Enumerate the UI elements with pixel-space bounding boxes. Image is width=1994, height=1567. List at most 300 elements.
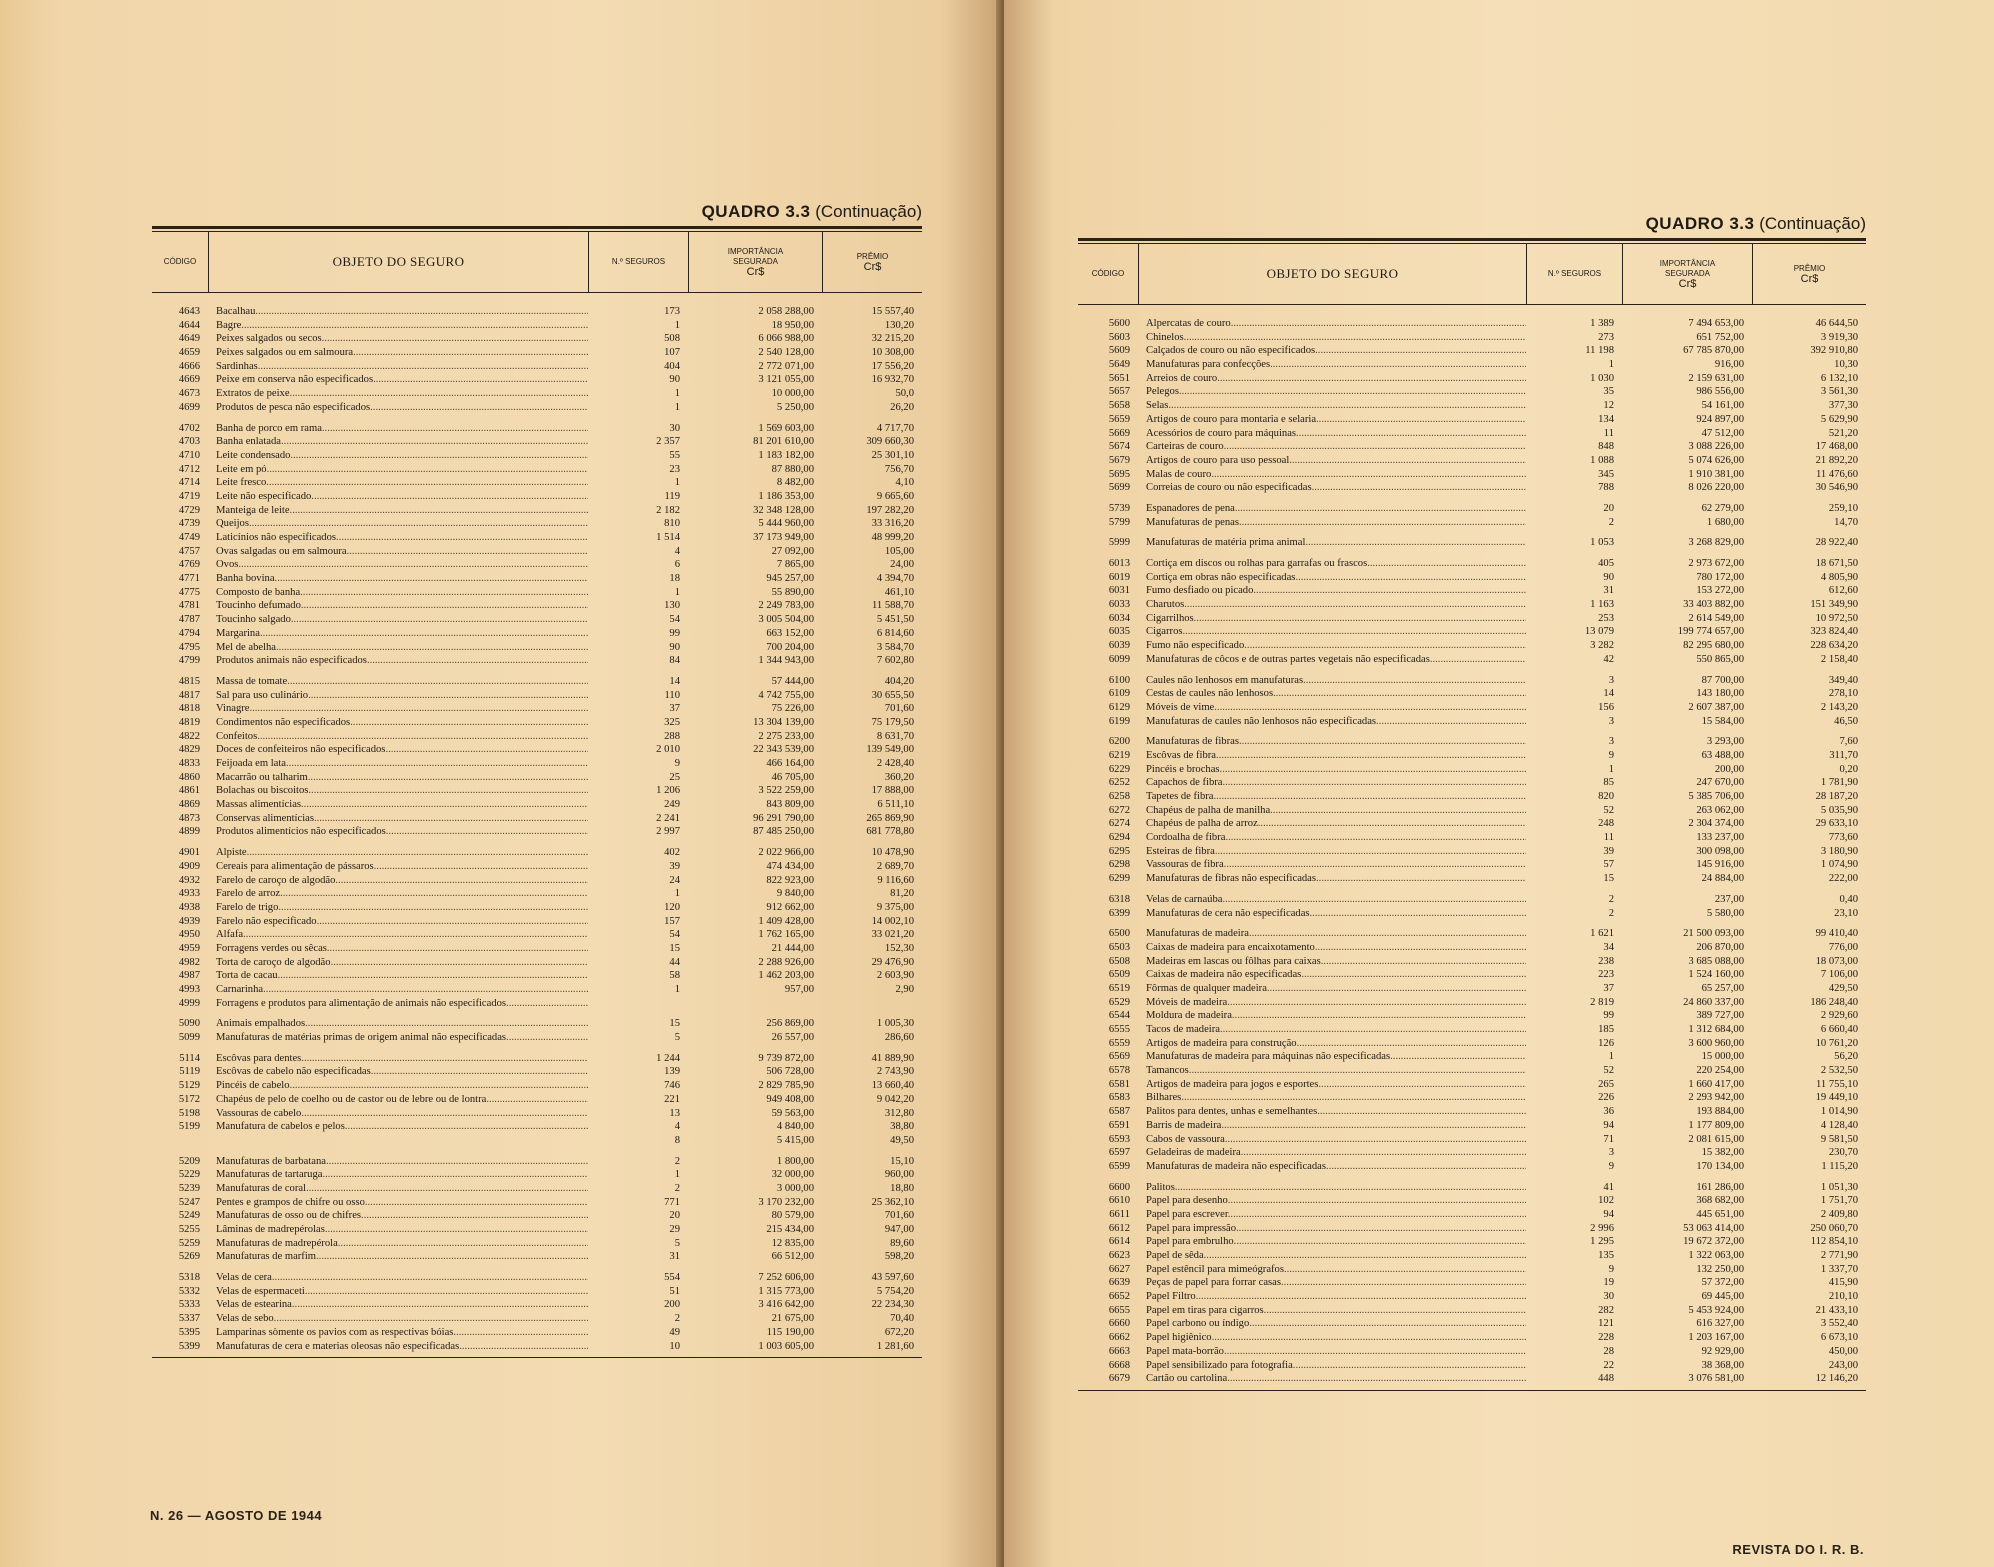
row-code: 6252 [1108, 777, 1130, 789]
row-count: 1 206 [656, 785, 680, 797]
table-row [1078, 440, 1866, 454]
row-object: Barris de madeira ..... [1138, 1119, 1526, 1133]
row-count: 9 [1608, 749, 1614, 761]
header-codigo: CÓDIGO [163, 257, 197, 266]
row-code: 6679 [1108, 1373, 1130, 1385]
row-insured-value: 87 485 250,00 [753, 826, 814, 838]
row-count: 157 [664, 915, 680, 927]
row-code: 6219 [1108, 749, 1130, 761]
row-code: 4822 [178, 730, 200, 742]
row-object: Bolachas ou biscoitos ..... [208, 784, 588, 798]
row-code: 6627 [1108, 1263, 1130, 1275]
row-count: 37 [1603, 982, 1614, 994]
table-row [1078, 776, 1866, 790]
table-row [152, 1065, 922, 1079]
table-row [152, 730, 922, 744]
row-insured-value: 2 249 783,00 [758, 600, 814, 612]
row-count: 228 [1598, 1332, 1614, 1344]
row-premium: 2 743,90 [876, 1066, 914, 1078]
table-row [152, 1093, 922, 1107]
row-count: 1 [674, 477, 680, 489]
row-insured-value: 2 614 549,00 [1688, 612, 1744, 624]
row-object: Velas de espermaceti ..... [208, 1285, 588, 1299]
row-premium: 2,90 [895, 984, 914, 995]
group-spacer [152, 1010, 922, 1017]
row-object: Laticínios não especificados ..... [208, 531, 588, 545]
left-table [152, 202, 922, 1358]
row-count: 134 [1598, 413, 1614, 425]
table-row [1078, 468, 1866, 482]
row-insured-value: 66 512,00 [771, 1251, 814, 1263]
row-count: 1 [674, 401, 680, 413]
row-premium: 70,40 [890, 1313, 914, 1325]
row-object: Velas de sebo ..... [208, 1312, 588, 1326]
row-premium: 28 922,40 [1815, 537, 1858, 549]
row-insured-value: 1 660 417,00 [1688, 1078, 1744, 1090]
table-row [152, 915, 922, 929]
header-premio: PRÊMIO Cr$ [1752, 244, 1866, 304]
row-insured-value: 5 580,00 [1706, 907, 1744, 919]
row-count: 15 [669, 942, 680, 954]
row-code: 6559 [1108, 1037, 1130, 1049]
row-premium: 377,30 [1828, 400, 1858, 412]
row-insured-value: 21 444,00 [771, 942, 814, 954]
table-row [1078, 454, 1866, 468]
row-code: 4794 [178, 627, 200, 639]
row-code: 4829 [178, 744, 200, 756]
row-code: 4710 [178, 449, 200, 461]
row-count: 1 [1608, 763, 1614, 775]
row-premium: 2 689,70 [876, 860, 914, 872]
table-row [152, 305, 922, 319]
row-count: 2 [674, 1313, 680, 1325]
row-insured-value: 15 584,00 [1701, 715, 1744, 727]
row-count: 58 [669, 970, 680, 982]
row-code: 6295 [1108, 845, 1130, 857]
table-row [152, 627, 922, 641]
row-count: 1 [674, 388, 680, 400]
row-code: 5669 [1108, 427, 1130, 439]
row-code: 6587 [1108, 1106, 1130, 1118]
row-object: Pentes e grampos de chifre ou osso ..... [208, 1196, 588, 1210]
row-count: 52 [1603, 804, 1614, 816]
row-code: 6614 [1108, 1236, 1130, 1248]
table-row [152, 1079, 922, 1093]
row-object: Forragens e produtos para alimentação de animais não especificados ..... [208, 997, 588, 1011]
row-count: 34 [1603, 941, 1614, 953]
table-row [152, 1196, 922, 1210]
row-count: 130 [664, 600, 680, 612]
row-premium: 1 337,70 [1820, 1263, 1858, 1275]
table-row [152, 1312, 922, 1326]
row-code: 4982 [178, 956, 200, 968]
table-row [1078, 790, 1866, 804]
row-code: 6593 [1108, 1133, 1130, 1145]
row-object: Esteiras de fibra ..... [1138, 845, 1526, 859]
row-code: 4729 [178, 504, 200, 516]
row-premium: 139 549,00 [866, 744, 914, 756]
row-code: 6581 [1108, 1078, 1130, 1090]
row-insured-value: 1 800,00 [776, 1155, 814, 1167]
table-row [152, 942, 922, 956]
row-code: 5395 [178, 1326, 200, 1338]
row-code: 5600 [1108, 318, 1130, 329]
row-insured-value: 133 237,00 [1696, 832, 1744, 844]
table-row [152, 1017, 922, 1031]
row-code: 6099 [1108, 653, 1130, 665]
table-row [1078, 1050, 1866, 1064]
row-premium: 49,50 [890, 1134, 914, 1146]
row-count: 120 [664, 901, 680, 913]
row-code: 5333 [178, 1299, 200, 1311]
row-object: Manufaturas de fibras ..... [1138, 735, 1526, 749]
table-row [152, 1182, 922, 1196]
row-count: 15 [1603, 873, 1614, 885]
table-row [1078, 1317, 1866, 1331]
row-object: Espanadores de pena ..... [1138, 502, 1526, 516]
row-object: Lamparinas sòmente os pavios com as respectivas bóias ..... [208, 1326, 588, 1340]
row-code: 5114 [179, 1052, 200, 1064]
row-count: 848 [1598, 441, 1614, 453]
row-premium: 3 584,70 [876, 641, 914, 653]
row-count: 1 [674, 1169, 680, 1181]
row-count: 2 [1608, 893, 1614, 905]
row-object: Doces de confeiteiros não especificados ..... [208, 743, 588, 757]
row-premium: 2 409,80 [1820, 1208, 1858, 1220]
row-premium: 8 631,70 [876, 730, 914, 742]
row-count: 2 241 [656, 812, 680, 824]
row-object: Carteiras de couro ..... [1138, 440, 1526, 454]
table-row [152, 1120, 922, 1134]
row-object: Cereais para alimentação de pássaros ..... [208, 860, 588, 874]
row-count: 90 [669, 641, 680, 653]
row-insured-value: 19 672 372,00 [1683, 1236, 1744, 1248]
table-row [1078, 1119, 1866, 1133]
row-insured-value: 2 288 926,00 [758, 956, 814, 968]
row-premium: 9 581,50 [1820, 1133, 1858, 1145]
table-row [152, 997, 922, 1011]
table-row [1078, 1078, 1866, 1092]
row-code: 6612 [1108, 1222, 1130, 1234]
row-code: 4666 [178, 360, 200, 372]
row-insured-value: 263 062,00 [1696, 804, 1744, 816]
row-code: 5119 [179, 1066, 200, 1078]
row-object: Manufaturas para confecções ..... [1138, 358, 1526, 372]
row-object: Cabos de vassoura ..... [1138, 1133, 1526, 1147]
row-code: 4703 [178, 436, 200, 448]
row-object: Cigarros ..... [1138, 625, 1526, 639]
row-premium: 18 671,50 [1815, 558, 1858, 569]
row-insured-value: 38 368,00 [1701, 1359, 1744, 1371]
row-insured-value: 5 415,00 [776, 1134, 814, 1146]
table-row [1078, 502, 1866, 516]
row-premium: 243,00 [1828, 1359, 1858, 1371]
row-count: 282 [1598, 1304, 1614, 1316]
table-row [152, 757, 922, 771]
table-row [152, 517, 922, 531]
row-object: Animais empalhados ..... [208, 1017, 588, 1031]
row-count: 85 [1603, 777, 1614, 789]
row-insured-value: 22 343 539,00 [753, 744, 814, 756]
row-object: Banha enlatada ..... [208, 435, 588, 449]
row-code: 4873 [178, 812, 200, 824]
row-insured-value: 3 416 642,00 [758, 1299, 814, 1311]
row-premium: 9 375,00 [876, 901, 914, 913]
row-code: 6599 [1108, 1160, 1130, 1172]
row-premium: 349,40 [1828, 674, 1858, 686]
table-row [1078, 893, 1866, 907]
row-premium: 5 035,90 [1820, 804, 1858, 816]
table-row [152, 387, 922, 401]
table-row [152, 531, 922, 545]
row-premium: 521,20 [1828, 427, 1858, 439]
row-count: 226 [1598, 1092, 1614, 1104]
row-insured-value: 4 840,00 [776, 1121, 814, 1133]
row-object: Tacos de madeira ..... [1138, 1023, 1526, 1037]
row-insured-value: 2 304 374,00 [1688, 818, 1744, 830]
row-premium: 1 014,90 [1820, 1106, 1858, 1118]
row-premium: 429,50 [1828, 982, 1858, 994]
row-premium: 230,70 [1828, 1147, 1858, 1159]
row-insured-value: 2 058 288,00 [758, 306, 814, 317]
row-premium: 48 999,20 [871, 532, 914, 543]
row-premium: 2 771,90 [1820, 1250, 1858, 1261]
row-object: Fumo não especificado ..... [1138, 639, 1526, 653]
row-count: 1 244 [656, 1052, 680, 1064]
row-insured-value: 69 445,00 [1701, 1291, 1744, 1303]
row-insured-value: 1 003 605,00 [758, 1340, 814, 1352]
row-object: Leite em pó ..... [208, 463, 588, 477]
row-count: 1 389 [1590, 318, 1614, 329]
group-spacer [1078, 728, 1866, 735]
row-insured-value: 506 728,00 [766, 1066, 814, 1078]
row-insured-value: 10 000,00 [771, 388, 814, 400]
table-row [1078, 1146, 1866, 1160]
group-spacer [152, 839, 922, 846]
row-insured-value: 32 348 128,00 [753, 504, 814, 516]
row-object: Charutos ..... [1138, 598, 1526, 612]
row-count: 404 [664, 360, 680, 372]
row-count: 121 [1598, 1318, 1614, 1330]
row-code: 4769 [178, 559, 200, 571]
row-premium: 3 919,30 [1820, 331, 1858, 343]
row-object: Madeiras em lascas ou fôlhas para caixas ..... [1138, 955, 1526, 969]
row-count: 1 [674, 319, 680, 331]
row-insured-value: 9 739 872,00 [758, 1052, 814, 1064]
row-code: 4939 [178, 915, 200, 927]
row-insured-value: 80 579,00 [771, 1210, 814, 1222]
row-premium: 1 074,90 [1820, 859, 1858, 871]
row-count: 11 198 [1585, 345, 1614, 357]
row-object: Farelo de caroço de algodão ..... [208, 874, 588, 888]
row-insured-value: 986 556,00 [1696, 386, 1744, 398]
table-row [152, 743, 922, 757]
row-premium: 2 428,40 [876, 758, 914, 769]
row-premium: 1 051,30 [1820, 1181, 1858, 1193]
row-code: 5129 [178, 1080, 200, 1092]
row-object: Caixas de madeira não especificadas ..... [1138, 968, 1526, 982]
row-premium [822, 997, 922, 1011]
row-object: Torta de caroço de algodão ..... [208, 956, 588, 970]
row-count: 508 [664, 333, 680, 345]
row-insured-value: 445 651,00 [1696, 1208, 1744, 1220]
table-row [152, 702, 922, 716]
row-code: 4659 [178, 347, 200, 359]
table-row [1078, 968, 1866, 982]
row-insured-value: 957,00 [784, 984, 814, 995]
row-object: Manufaturas de caules não lenhosos não especificadas ..... [1138, 715, 1526, 729]
row-premium: 612,60 [1828, 585, 1858, 597]
row-code: 6569 [1108, 1051, 1130, 1063]
row-insured-value: 912 662,00 [766, 901, 814, 913]
row-premium: 43 597,60 [871, 1272, 914, 1284]
table-row [152, 599, 922, 613]
row-count: 19 [1603, 1277, 1614, 1289]
row-code: 4643 [178, 306, 200, 317]
row-insured-value: 2 772 071,00 [758, 360, 814, 372]
row-object: Manufaturas de madeira não especificadas ..... [1138, 1160, 1526, 1174]
table-row [1078, 1091, 1866, 1105]
row-count: 9 [1608, 1263, 1614, 1275]
row-count: 25 [669, 771, 680, 783]
row-count: 1 [674, 984, 680, 995]
row-premium: 323 824,40 [1810, 626, 1858, 638]
table-row [152, 641, 922, 655]
row-count: 1 [674, 586, 680, 598]
row-premium: 265 869,90 [866, 812, 914, 824]
row-code: 4999 [178, 997, 200, 1009]
row-code: 6655 [1108, 1304, 1130, 1316]
table-row [1078, 996, 1866, 1010]
row-insured-value: 143 180,00 [1696, 688, 1744, 700]
row-insured-value: 26 557,00 [771, 1032, 814, 1044]
row-object: Peixes salgados ou secos ..... [208, 332, 588, 346]
row-count: 14 [1603, 688, 1614, 700]
row-count: 1 [1608, 1051, 1614, 1063]
row-premium: 152,30 [884, 942, 914, 954]
row-insured-value: 4 742 755,00 [758, 689, 814, 701]
row-code: 5999 [1108, 537, 1130, 549]
table-row [152, 1031, 922, 1045]
row-object: Produtos de pesca não especificados ..... [208, 401, 588, 415]
group-spacer [1078, 920, 1866, 927]
row-premium: 10 308,00 [871, 347, 914, 359]
row-premium: 222,00 [1828, 873, 1858, 885]
row-premium: 9 042,20 [876, 1093, 914, 1105]
row-count: 1 295 [1590, 1236, 1614, 1248]
table-row [152, 928, 922, 942]
row-object: Moldura de madeira ..... [1138, 1009, 1526, 1023]
table-row [1078, 1304, 1866, 1318]
row-insured-value: 59 563,00 [771, 1107, 814, 1119]
row-code: 4817 [178, 689, 200, 701]
row-code: 4861 [178, 785, 200, 797]
row-premium: 309 660,30 [866, 436, 914, 448]
row-object: Lâminas de madrepérolas ..... [208, 1223, 588, 1237]
row-premium: 4 717,70 [876, 422, 914, 434]
row-code: 4739 [178, 518, 200, 530]
header-importancia: IMPORTÂNCIA SEGURADA Cr$ [688, 232, 822, 292]
row-insured-value: 153 272,00 [1696, 585, 1744, 597]
row-code: 4815 [178, 675, 200, 687]
row-object: Capachos de fibra ..... [1138, 776, 1526, 790]
row-count: 249 [664, 799, 680, 811]
row-insured-value: 12 835,00 [771, 1237, 814, 1249]
row-premium: 21 433,10 [1815, 1304, 1858, 1316]
row-code: 6508 [1108, 955, 1130, 967]
row-premium: 30 546,90 [1815, 482, 1858, 494]
row-object: Produtos animais não especificados ..... [208, 654, 588, 668]
row-premium: 24,00 [890, 559, 914, 571]
row-premium: 4,10 [895, 477, 914, 489]
row-insured-value: 5 074 626,00 [1688, 454, 1744, 466]
row-count: 2 819 [1590, 996, 1614, 1008]
table-row [1078, 1208, 1866, 1222]
row-premium: 1 005,30 [876, 1018, 914, 1030]
row-code: 4787 [178, 614, 200, 626]
table-row [1078, 331, 1866, 345]
row-object: Extratos de peixe ..... [208, 387, 588, 401]
row-object: Condimentos não especificados ..... [208, 716, 588, 730]
row-insured-value: 24 860 337,00 [1683, 996, 1744, 1008]
row-premium: 10 761,20 [1815, 1037, 1858, 1049]
row-insured-value: 161 286,00 [1696, 1181, 1744, 1193]
row-insured-value: 5 385 706,00 [1688, 791, 1744, 802]
row-code: 6274 [1108, 818, 1130, 830]
row-insured-value: 33 403 882,00 [1683, 599, 1744, 611]
row-insured-value: 6 066 988,00 [758, 333, 814, 345]
row-count: 39 [1603, 845, 1614, 857]
row-code: 5399 [178, 1340, 200, 1352]
row-code: 6298 [1108, 859, 1130, 871]
row-insured-value: 206 870,00 [1696, 941, 1744, 953]
table-row [1078, 858, 1866, 872]
header-seguros: N.º SEGUROS [1526, 244, 1622, 304]
table-row [1078, 872, 1866, 886]
row-code: 6013 [1108, 558, 1130, 569]
row-count: 44 [669, 956, 680, 968]
table-row [1078, 1359, 1866, 1373]
row-object: Vassouras de fibra ..... [1138, 858, 1526, 872]
row-code: 4771 [178, 573, 200, 585]
row-object: Manufaturas de penas ..... [1138, 516, 1526, 530]
row-premium: 2 143,20 [1820, 701, 1858, 713]
row-code: 5651 [1108, 372, 1130, 384]
row-code: 5649 [1108, 359, 1130, 371]
row-count: 18 [669, 573, 680, 585]
row-code: 4993 [178, 984, 200, 995]
row-count: 11 [1603, 832, 1614, 844]
row-premium: 197 282,20 [866, 504, 914, 516]
row-premium: 10 972,50 [1815, 612, 1858, 624]
row-code: 6509 [1108, 969, 1130, 981]
table-row [152, 825, 922, 839]
row-count: 10 [669, 1340, 680, 1352]
row-count: 28 [1603, 1345, 1614, 1357]
row-premium: 461,10 [884, 586, 914, 598]
row-code: 5209 [178, 1155, 200, 1167]
row-object: Forragens verdes ou sêcas ..... [208, 942, 588, 956]
row-insured-value: 5 250,00 [776, 401, 814, 413]
header-codigo: CÓDIGO [1091, 269, 1125, 278]
row-insured-value: 550 865,00 [1696, 653, 1744, 665]
row-code: 6600 [1108, 1181, 1130, 1193]
row-premium: 17 888,00 [871, 785, 914, 797]
row-premium: 25 301,10 [871, 449, 914, 461]
row-object: Papel para impressão ..... [1138, 1222, 1526, 1236]
row-insured-value: 75 226,00 [771, 703, 814, 715]
row-code: 6610 [1108, 1195, 1130, 1207]
